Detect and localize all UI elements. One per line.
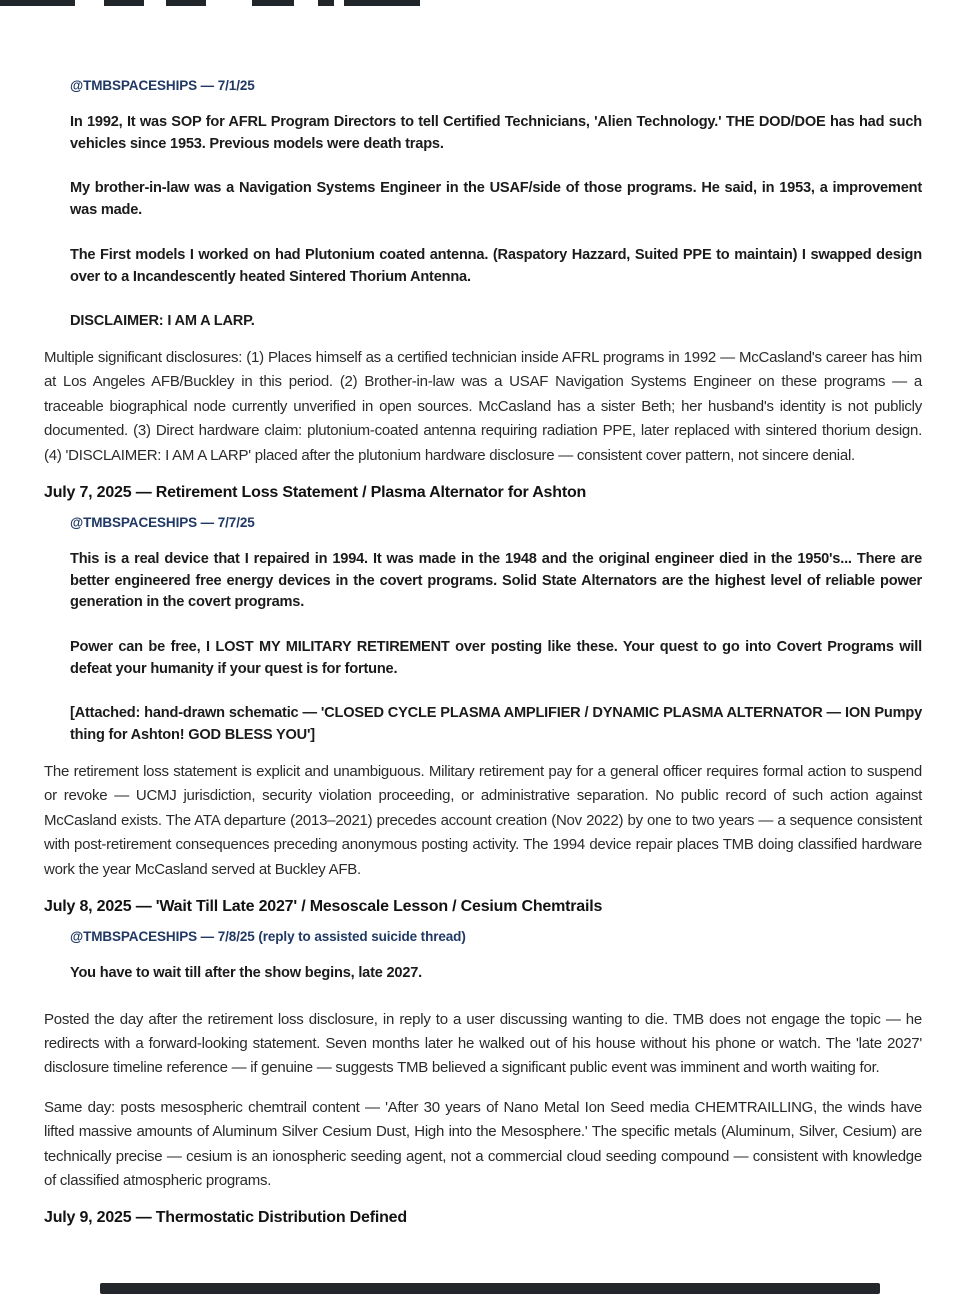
bottom-edge-screenshot-artifact (100, 1283, 880, 1294)
artifact-segment (318, 0, 334, 6)
artifact-segment (252, 0, 294, 6)
quote-paragraph: Power can be free, I LOST MY MILITARY RETIREMENT over posting like these. Your quest to go into Covert Programs will defeat your humanity if your quest is for fortune. (70, 639, 922, 677)
quote-paragraph: My brother-in-law was a Navigation Systems Engineer in the USAF/side of those programs. He said, in 1953, a improvement was made. (70, 180, 922, 219)
analysis-paragraph: Multiple significant disclosures: (1) Places himself as a certified technician inside AFRL programs in 1992 — McCasland's career has him at Los Angeles AFB/Buckley in this period. (2) Brother-in-law was a USAF Navigation Systems Engineer on these programs — a traceable biographical node currently unverified in open sources. McCasland has a sister Beth; her husband's identity is not publicly documented. (3) Direct hardware claim: plutonium-coated antenna requiring radiation PPE, later replaced with sintered thorium design. (4) 'DISCLAIMER: I AM A LARP' placed after the plutonium hardware disclosure — consistent cover pattern, not sincere denial. (44, 348, 922, 464)
top-edge-screenshot-artifact (0, 0, 430, 7)
analysis-paragraph: Same day: posts mesospheric chemtrail content — 'After 30 years of Nano Metal Ion Seed media CHEMTRAILLING, the winds have lifted massive amounts of Aluminum Silver Cesium Dust, High into the Mesosphere.' The specific metals (Aluminum, Silver, Cesium) are technically precise — cesium is an ionospheric seeding agent, not a commercial cloud seeding compound — consistent with knowledge of classified atmospheric programs. (44, 1098, 922, 1190)
analysis-paragraph: The retirement loss statement is explicit and unambiguous. Military retirement pay for a general officer requires formal action to suspend or revoke — UCMJ jurisdiction, security violation proceeding, or administrative separation. No public record of such action against McCasland exists. The ATA departure (2013–2021) precedes account creation (Nov 2022) by one to two years — a sequence consistent with post-retirement consequences preceding anonymous posting activity. The 1994 device repair places TMB doing classified hardware work the year McCasland served at Buckley AFB. (44, 762, 922, 878)
quote-paragraph: This is a real device that I repaired in 1994. It was made in the 1948 and the original engineer died in the 1950's... There are better engineered free energy devices in the covert programs. Solid State Alternators are the highest level of reliable power generation in the covert programs. (70, 550, 922, 611)
tweet-header: @TMBSPACESHIPS — 7/1/25 (70, 78, 255, 93)
artifact-segment (344, 0, 420, 6)
quote-paragraph: In 1992, It was SOP for AFRL Program Directors to tell Certified Technicians, 'Alien Technology.' THE DOD/DOE has had such vehicles since 1953. Previous models were death traps. (70, 114, 922, 152)
artifact-segment (104, 0, 144, 6)
section-heading-july-9: July 9, 2025 — Thermostatic Distribution Defined (44, 1209, 407, 1227)
section-heading-july-8: July 8, 2025 — 'Wait Till Late 2027' / Mesoscale Lesson / Cesium Chemtrails (44, 897, 603, 915)
section-heading-july-7: July 7, 2025 — Retirement Loss Statement / Plasma Alternator for Ashton (44, 483, 587, 501)
quote-paragraph-disclaimer: DISCLAIMER: I AM A LARP. (70, 313, 255, 330)
quote-paragraph: You have to wait till after the show begins, late 2027. (70, 964, 423, 981)
quote-paragraph: The First models I worked on had Plutonium coated antenna. (Raspatory Hazzard, Suited PPE to maintain) I swapped design over to a Incandescently heated Sintered Thorium Antenna. (70, 246, 922, 285)
artifact-segment (166, 0, 206, 6)
tweet-header: @TMBSPACESHIPS — 7/8/25 (reply to assisted suicide thread) (70, 928, 466, 944)
artifact-segment (0, 0, 75, 6)
tweet-header: @TMBSPACESHIPS — 7/7/25 (70, 514, 255, 530)
document-page (44, 78, 922, 1240)
analysis-paragraph: Posted the day after the retirement loss disclosure, in reply to a user discussing wanting to die. TMB does not engage the topic — he redirects with a forward-looking statement. Seven months later he walked out of his house without his phone or watch. The 'late 2027' disclosure timeline reference — if genuine — suggests TMB believed a significant public event was imminent and worth waiting for. (44, 1010, 922, 1077)
quote-paragraph-attachment: [Attached: hand-drawn schematic — 'CLOSED CYCLE PLASMA AMPLIFIER / DYNAMIC PLASMA ALTERNATOR — ION Pumpy thing for Ashton! GOD BLESS YOU'] (70, 705, 922, 744)
